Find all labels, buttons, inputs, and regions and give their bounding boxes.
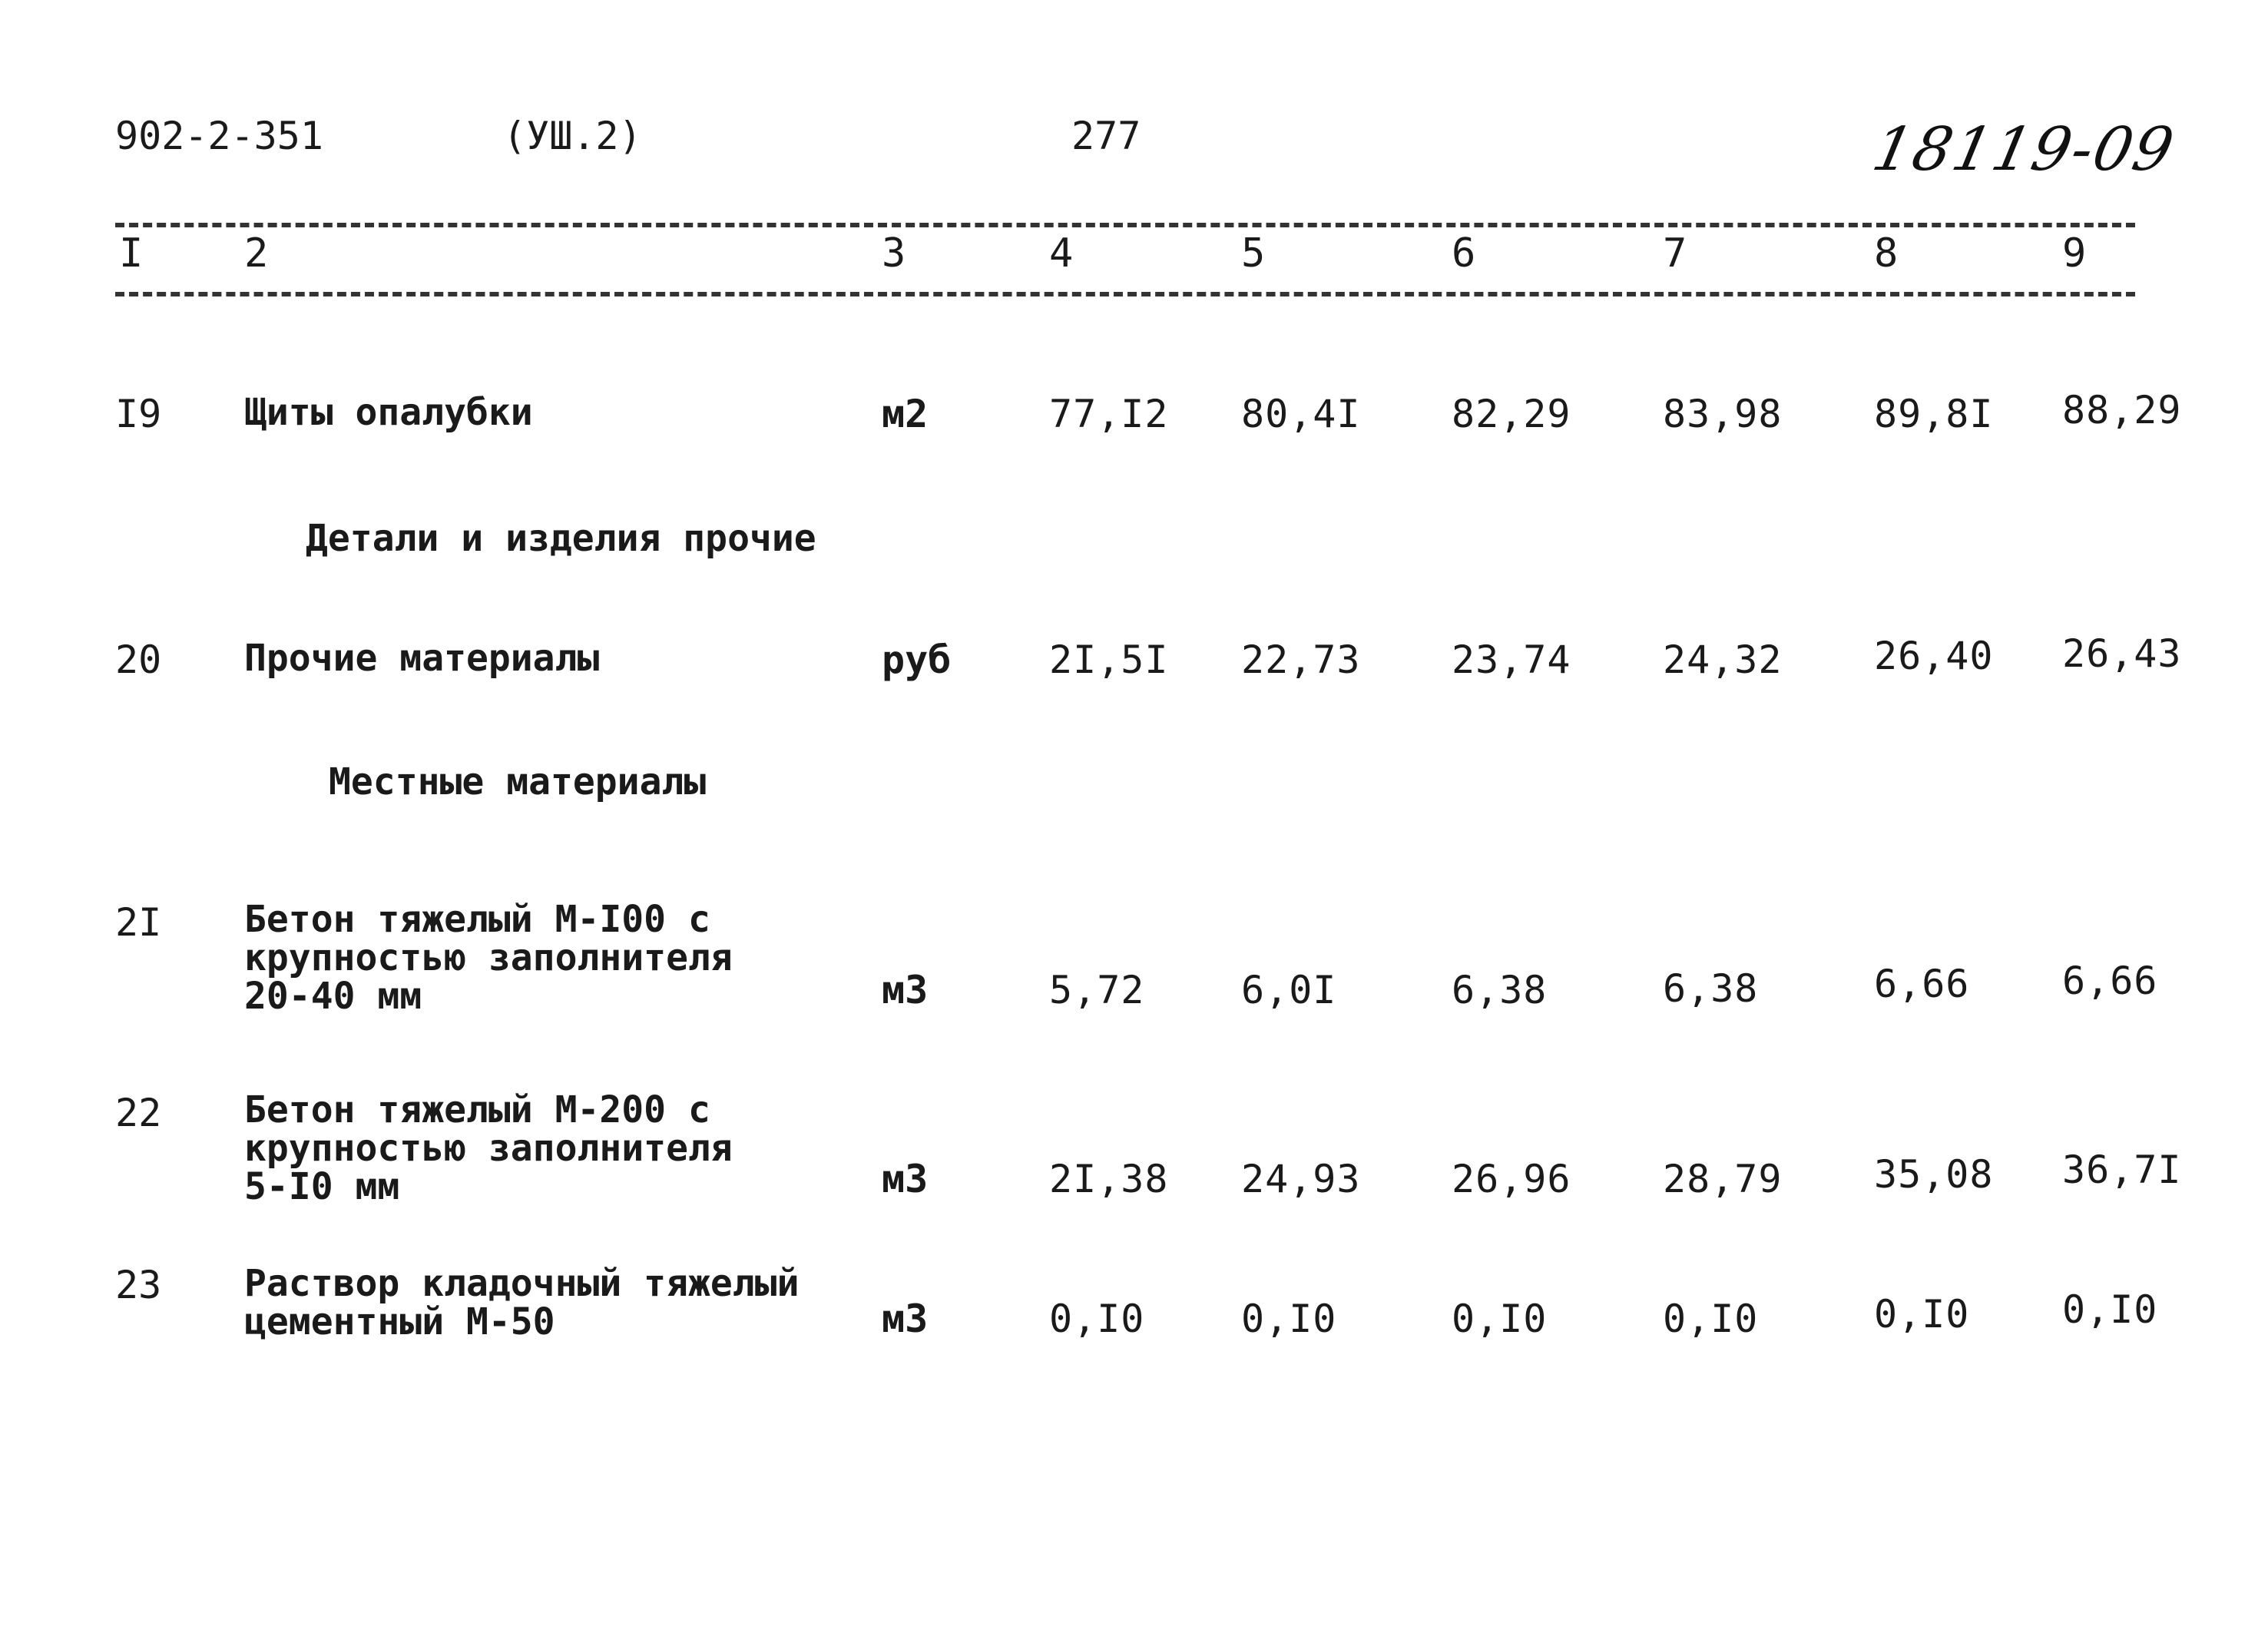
item-unit: руб [882,638,952,682]
value-col7: 83,98 [1663,392,1783,436]
column-header-8: 8 [1874,230,1899,277]
item-name-line: цементный М-50 [244,1300,555,1343]
item-name [244,898,733,1018]
value-col7: 24,32 [1663,638,1783,682]
row-number: 20 [115,638,162,682]
value-col4: 5,72 [1049,968,1145,1012]
value-col5: 22,73 [1241,638,1361,682]
column-header-3: 3 [882,230,906,277]
value-col7: 28,79 [1663,1157,1783,1201]
value-col8: 6,66 [1874,962,1970,1006]
item-unit: м3 [882,968,929,1012]
row-number: 22 [115,1091,162,1135]
value-col7: 0,I0 [1663,1297,1759,1341]
value-col8: 35,08 [1874,1152,1994,1197]
handwritten-inventory-number: 18119-09 [1866,115,2181,184]
item-name [244,1088,733,1208]
column-header-2: 2 [244,230,269,277]
value-col6: 23,74 [1452,638,1571,682]
value-col5: 24,93 [1241,1157,1361,1201]
value-col9: 26,43 [2062,631,2182,676]
value-col8: 0,I0 [1874,1292,1970,1337]
section-heading: Детали и изделия прочие [306,517,816,560]
value-col9: 88,29 [2062,388,2182,432]
item-name [244,1264,799,1341]
item-unit: м2 [882,392,929,436]
value-col8: 89,8I [1874,392,1994,436]
page-number: 277 [1071,114,1141,158]
value-col6: 82,29 [1452,392,1571,436]
column-header-5: 5 [1241,230,1266,277]
item-name: Щиты опалубки [244,391,533,434]
value-col4: 0,I0 [1049,1297,1145,1341]
item-name-line: крупностью заполнителя [244,936,733,979]
header-bottom-rule [115,292,2135,296]
header-top-rule [115,223,2135,227]
value-col5: 6,0I [1241,968,1337,1012]
item-name-line: 20-40 мм [244,975,422,1018]
value-col6: 6,38 [1452,968,1548,1012]
row-number: 23 [115,1263,162,1307]
value-col6: 26,96 [1452,1157,1571,1201]
row-number: I9 [115,392,162,436]
item-name-line: крупностью заполнителя [244,1127,733,1170]
column-header-9: 9 [2062,230,2087,277]
value-col9: 0,I0 [2062,1287,2158,1332]
row-number: 2I [115,900,162,945]
column-header-1: I [119,230,144,277]
column-header-7: 7 [1663,230,1687,277]
item-unit: м3 [882,1157,929,1201]
value-col9: 36,7I [2062,1148,2182,1192]
item-name-line: Бетон тяжелый М-I00 с [244,898,710,941]
value-col4: 2I,5I [1049,638,1169,682]
section-heading: Местные материалы [329,760,707,803]
item-name: Прочие материалы [244,637,600,680]
section-code: (УШ.2) [503,114,642,158]
value-col7: 6,38 [1663,966,1759,1011]
value-col9: 6,66 [2062,959,2158,1003]
column-header-6: 6 [1452,230,1476,277]
value-col5: 0,I0 [1241,1297,1337,1341]
item-name-line: Бетон тяжелый М-200 с [244,1088,710,1131]
value-col6: 0,I0 [1452,1297,1548,1341]
value-col5: 80,4I [1241,392,1361,436]
document-code: 902-2-351 [115,114,323,158]
item-name-line: 5-I0 мм [244,1165,400,1208]
item-unit: м3 [882,1297,929,1341]
value-col4: 77,I2 [1049,392,1169,436]
column-header-4: 4 [1049,230,1074,277]
value-col8: 26,40 [1874,634,1994,678]
item-name-line: Раствор кладочный тяжелый [244,1262,800,1305]
value-col4: 2I,38 [1049,1157,1169,1201]
